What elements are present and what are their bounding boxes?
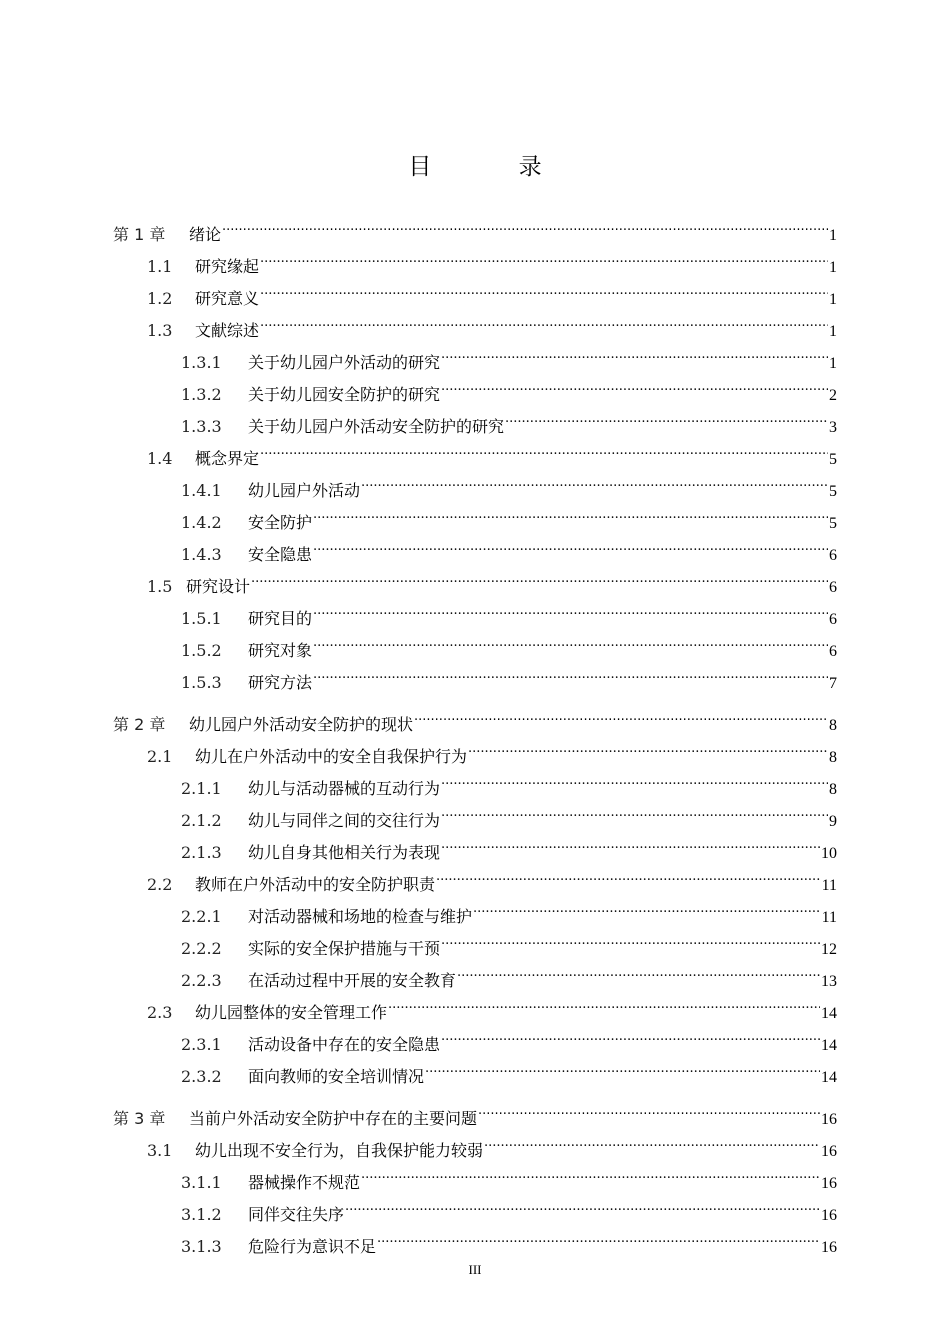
toc-entry-page: 10 xyxy=(821,845,837,862)
toc-entry-label: 器械操作不规范 xyxy=(248,1173,361,1192)
toc-entry-page: 6 xyxy=(829,611,837,628)
toc-entry-label: 安全隐患 xyxy=(248,545,313,564)
toc-entry-page: 14 xyxy=(821,1069,837,1086)
toc-entry-page: 13 xyxy=(821,973,837,990)
toc-entry-number: 1.4.1 xyxy=(181,481,222,500)
toc-entry-page: 8 xyxy=(829,781,837,798)
toc-entry-label: 关于幼儿园户外活动安全防护的研究 xyxy=(248,417,505,436)
toc-entry-label: 当前户外活动安全防护中存在的主要问题 xyxy=(189,1109,478,1128)
toc-dot-leader xyxy=(313,662,828,688)
toc-entry-number: 1.5.2 xyxy=(181,641,222,660)
toc-entry-label: 绪论 xyxy=(189,225,222,244)
toc-entry-page: 11 xyxy=(821,877,837,894)
toc-entry-page: 8 xyxy=(829,749,837,766)
toc-dot-leader xyxy=(313,502,828,528)
toc-entry-page: 16 xyxy=(821,1207,837,1224)
toc-entry-number: 2.3.1 xyxy=(181,1035,222,1054)
toc-entry-number: 1.5 xyxy=(147,577,173,596)
toc-entry-page: 6 xyxy=(829,643,837,660)
toc-entry-label: 面向教师的安全培训情况 xyxy=(248,1067,425,1086)
toc-dot-leader xyxy=(436,864,821,890)
toc-entry[interactable] xyxy=(113,214,837,244)
toc-entry[interactable] xyxy=(113,1098,837,1128)
toc-entry[interactable] xyxy=(181,960,837,990)
toc-dot-leader xyxy=(260,310,828,336)
toc-dot-leader xyxy=(251,566,828,592)
toc-entry-number: 1.5.3 xyxy=(181,673,222,692)
toc-entry-label: 研究缘起 xyxy=(195,257,260,276)
toc-entry-page: 1 xyxy=(829,291,837,308)
toc-entry[interactable] xyxy=(181,534,837,564)
toc-entry[interactable] xyxy=(147,736,837,766)
toc-entry[interactable] xyxy=(181,1024,837,1054)
toc-entry-page: 5 xyxy=(829,451,837,468)
toc-entry[interactable] xyxy=(147,992,837,1022)
toc-dot-leader xyxy=(484,1130,820,1156)
toc-entry-page: 8 xyxy=(829,717,837,734)
toc-entry-number: 2.2.2 xyxy=(181,939,222,958)
toc-entry-page: 1 xyxy=(829,355,837,372)
toc-entry-label: 在活动过程中开展的安全教育 xyxy=(248,971,457,990)
toc-entry[interactable] xyxy=(147,566,837,596)
toc-entry-label: 幼儿园户外活动安全防护的现状 xyxy=(189,715,414,734)
toc-entry[interactable] xyxy=(147,438,837,468)
toc-entry-page: 6 xyxy=(829,547,837,564)
toc-entry-label: 安全防护 xyxy=(248,513,313,532)
toc-dot-leader xyxy=(361,1162,820,1188)
toc-entry[interactable] xyxy=(181,928,837,958)
toc-entry-number: 1.4 xyxy=(147,449,173,468)
toc-entry-page: 14 xyxy=(821,1005,837,1022)
toc-entry-label: 对活动器械和场地的检查与维护 xyxy=(248,907,473,926)
toc-entry[interactable] xyxy=(147,1130,837,1160)
toc-dot-leader xyxy=(441,1024,820,1050)
toc-entry-number: 第 3 章 xyxy=(113,1109,166,1128)
toc-entry[interactable] xyxy=(181,342,837,372)
toc-dot-leader xyxy=(260,246,828,272)
toc-entry[interactable] xyxy=(147,246,837,276)
toc-dot-leader xyxy=(388,992,820,1018)
toc-entry-page: 1 xyxy=(829,259,837,276)
toc-entry-page: 1 xyxy=(829,227,837,244)
toc-entry-number: 2.1.3 xyxy=(181,843,222,862)
toc-entry[interactable] xyxy=(147,278,837,308)
toc-entry[interactable] xyxy=(181,630,837,660)
toc-entry-label: 研究设计 xyxy=(186,577,251,596)
toc-entry-label: 幼儿与活动器械的互动行为 xyxy=(248,779,441,798)
toc-entry-page: 1 xyxy=(829,323,837,340)
toc-dot-leader xyxy=(260,438,828,464)
toc-entry-number: 第 1 章 xyxy=(113,225,166,244)
toc-entry-label: 文献综述 xyxy=(195,321,260,340)
toc-entry-page: 5 xyxy=(829,483,837,500)
toc-entry-page: 2 xyxy=(829,387,837,404)
toc-entry[interactable] xyxy=(147,310,837,340)
toc-dot-leader xyxy=(313,630,828,656)
toc-entry-page: 6 xyxy=(829,579,837,596)
toc-entry-label: 研究对象 xyxy=(248,641,313,660)
toc-entry-page: 5 xyxy=(829,515,837,532)
toc-entry[interactable] xyxy=(181,1162,837,1192)
toc-entry-label: 教师在户外活动中的安全防护职责 xyxy=(195,875,436,894)
toc-entry-label: 幼儿与同伴之间的交往行为 xyxy=(248,811,441,830)
toc-entry-label: 幼儿出现不安全行为，自我保护能力较弱 xyxy=(195,1141,484,1160)
toc-entry-number: 2.2.1 xyxy=(181,907,222,926)
toc-entry-number: 第 2 章 xyxy=(113,715,166,734)
toc-entry-label: 概念界定 xyxy=(195,449,260,468)
toc-entry-number: 2.1.1 xyxy=(181,779,222,798)
toc-entry[interactable] xyxy=(181,1056,837,1086)
toc-entry-label: 活动设备中存在的安全隐患 xyxy=(248,1035,441,1054)
toc-dot-leader xyxy=(441,800,828,826)
toc-entry[interactable] xyxy=(181,800,837,830)
toc-dot-leader xyxy=(441,342,828,368)
toc-dot-leader xyxy=(260,278,828,304)
toc-entry-number: 3.1.1 xyxy=(181,1173,222,1192)
toc-entry-page: 7 xyxy=(829,675,837,692)
toc-entry-number: 1.2 xyxy=(147,289,173,308)
toc-dot-leader xyxy=(441,832,820,858)
toc-entry-number: 1.1 xyxy=(147,257,173,276)
toc-dot-leader xyxy=(478,1098,820,1124)
toc-entry-number: 3.1.3 xyxy=(181,1237,222,1256)
toc-entry-number: 2.3.2 xyxy=(181,1067,222,1086)
toc-entry-number: 1.4.2 xyxy=(181,513,222,532)
toc-entry-number: 2.2 xyxy=(147,875,173,894)
toc-entry-number: 3.1.2 xyxy=(181,1205,222,1224)
toc-dot-leader xyxy=(361,470,828,496)
toc-dot-leader xyxy=(425,1056,820,1082)
toc-dot-leader xyxy=(473,896,821,922)
toc-dot-leader xyxy=(345,1194,820,1220)
toc-entry-number: 1.3.3 xyxy=(181,417,222,436)
toc-dot-leader xyxy=(377,1226,820,1252)
toc-entry[interactable] xyxy=(113,704,837,734)
toc-entry-label: 幼儿园整体的安全管理工作 xyxy=(195,1003,388,1022)
toc-dot-leader xyxy=(468,736,828,762)
toc-entry-number: 3.1 xyxy=(147,1141,173,1160)
toc-entry[interactable] xyxy=(181,832,837,862)
toc-entry[interactable] xyxy=(181,502,837,532)
toc-entry-label: 研究意义 xyxy=(195,289,260,308)
toc-entry-page: 16 xyxy=(821,1239,837,1256)
toc-entry[interactable] xyxy=(181,374,837,404)
toc-entry-number: 2.1.2 xyxy=(181,811,222,830)
toc-dot-leader xyxy=(313,598,828,624)
toc-title: 目 录 xyxy=(408,154,582,180)
toc-entry[interactable] xyxy=(147,864,837,894)
toc-entry-page: 9 xyxy=(829,813,837,830)
toc-entry[interactable] xyxy=(181,406,837,436)
toc-entry-number: 2.3 xyxy=(147,1003,173,1022)
toc-entry-page: 12 xyxy=(821,941,837,958)
toc-dot-leader xyxy=(313,534,828,560)
toc-entry-number: 2.1 xyxy=(147,747,173,766)
toc-dot-leader xyxy=(414,704,828,730)
toc-dot-leader xyxy=(222,214,828,240)
toc-entry-page: 16 xyxy=(821,1111,837,1128)
toc-dot-leader xyxy=(441,374,828,400)
toc-entry-label: 幼儿自身其他相关行为表现 xyxy=(248,843,441,862)
toc-entry-label: 关于幼儿园安全防护的研究 xyxy=(248,385,441,404)
page-number-footer: III xyxy=(468,1262,482,1277)
toc-entry-label: 研究方法 xyxy=(248,673,313,692)
toc-entry[interactable] xyxy=(181,662,837,692)
toc-dot-leader xyxy=(457,960,820,986)
toc-entry-number: 1.4.3 xyxy=(181,545,222,564)
toc-dot-leader xyxy=(505,406,828,432)
toc-entry[interactable] xyxy=(181,1226,837,1256)
toc-entry-label: 同伴交往失序 xyxy=(248,1205,345,1224)
toc-entry-number: 1.3 xyxy=(147,321,173,340)
toc-entry-label: 幼儿园户外活动 xyxy=(248,481,361,500)
toc-entry[interactable] xyxy=(181,896,837,926)
toc-entry-page: 16 xyxy=(821,1143,837,1160)
toc-entry-label: 危险行为意识不足 xyxy=(248,1237,377,1256)
toc-entry-page: 16 xyxy=(821,1175,837,1192)
toc-entry-number: 2.2.3 xyxy=(181,971,222,990)
toc-dot-leader xyxy=(441,928,820,954)
toc-entry-number: 1.3.1 xyxy=(181,353,222,372)
toc-entry-number: 1.5.1 xyxy=(181,609,222,628)
toc-entry[interactable] xyxy=(181,598,837,628)
toc-entry-page: 11 xyxy=(821,909,837,926)
toc-entry-page: 3 xyxy=(829,419,837,436)
toc-entry[interactable] xyxy=(181,1194,837,1224)
toc-entry-label: 研究目的 xyxy=(248,609,313,628)
toc-entry-label: 幼儿在户外活动中的安全自我保护行为 xyxy=(195,747,468,766)
toc-entry[interactable] xyxy=(181,470,837,500)
toc-entry-number: 1.3.2 xyxy=(181,385,222,404)
toc-dot-leader xyxy=(441,768,828,794)
toc-entry-page: 14 xyxy=(821,1037,837,1054)
toc-entry[interactable] xyxy=(181,768,837,798)
toc-entry-label: 关于幼儿园户外活动的研究 xyxy=(248,353,441,372)
toc-entry-label: 实际的安全保护措施与干预 xyxy=(248,939,441,958)
